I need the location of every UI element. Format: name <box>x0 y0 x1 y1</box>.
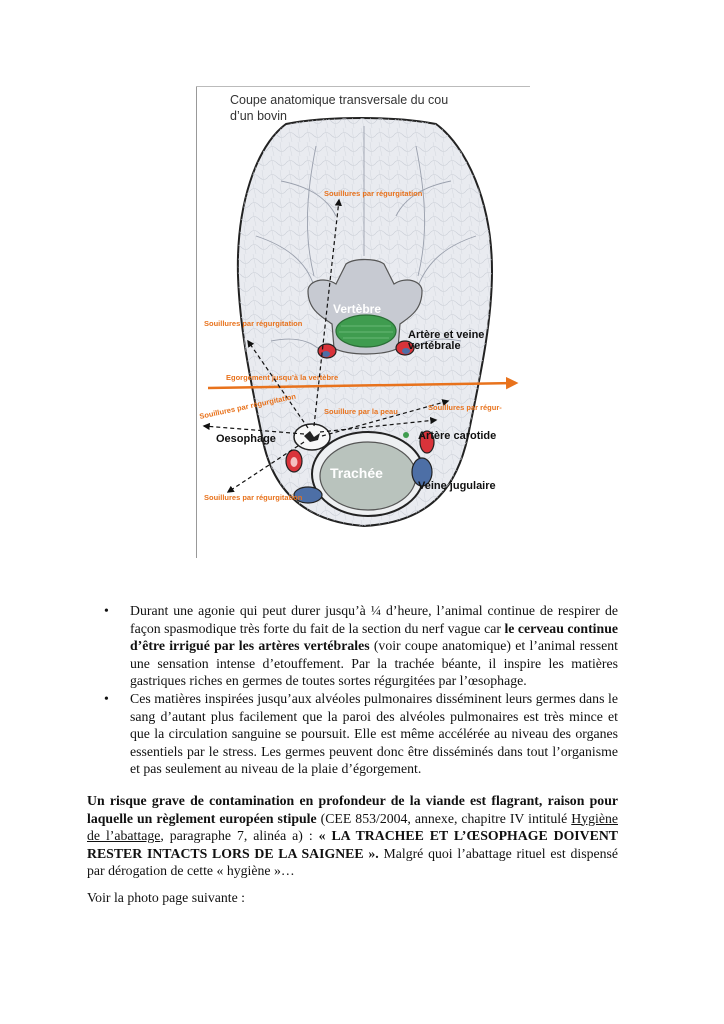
paragraph-underlined: Hygiène de l’abattage <box>87 810 618 844</box>
bullet-marker: • <box>104 690 109 706</box>
jugulaire-label: Veine jugulaire <box>418 480 496 492</box>
bullet-1-bold: le cerveau continue d’être irrigué par les artères vertébrales <box>130 620 618 654</box>
souillures-peau-label: Souillure par la peau <box>324 407 398 416</box>
paragraph-text-2: , paragraphe 7, alinéa a) : <box>160 828 319 844</box>
artere-veine-label-1: Artère et veine <box>408 329 485 341</box>
paragraph-bold-1: Un risque grave de contamination en profondeur de la viande est flagrant, raison pour laquelle un règlement européen stipule <box>87 793 618 826</box>
bullet-1-text-b: (voir coupe anatomique) et l’animal ressent une sensation intense d’etouffement. Par la trachée béante, il inspire les matières gastriques riches en germes de toutes sortes régurgitées par l’œsophage. <box>130 638 618 689</box>
souillures-label-right: Souillures par régur- <box>428 403 502 412</box>
souillures-label-top: Souillures par régurgitation <box>324 189 423 198</box>
diagram-title-line2: d’un bovin <box>230 109 287 123</box>
vertebre-label: Vertèbre <box>333 302 382 316</box>
bullet-list <box>104 602 618 778</box>
anatomical-diagram <box>196 86 530 558</box>
souillures-label-left: Souillures par régurgitation <box>204 319 303 328</box>
diagram-title-line1: Coupe anatomique transversale du cou <box>230 93 449 107</box>
paragraph-text-3: Malgré quoi l’abattage rituel est dispensé par dérogation de cette « hygiène »… <box>87 845 618 879</box>
left-carotid <box>286 450 302 472</box>
left-vertebral-vessels <box>318 344 336 358</box>
oesophage-label: Oesophage <box>216 433 276 445</box>
egorgement-label: Egorgement jusqu’à la vertèbre <box>226 373 339 382</box>
paragraph-text-1: (CEE 853/2004, annexe, chapitre IV intitulé <box>316 810 572 826</box>
artere-veine-label-2: vertébrale <box>408 340 461 352</box>
bullet-item-2 <box>104 690 618 778</box>
trachee-label: Trachée <box>330 465 383 481</box>
see-photo-line: Voir la photo page suivante : <box>87 890 245 905</box>
souillures-label-mid-left: Souillures par régurgitation <box>198 391 297 421</box>
bullet-item-1 <box>104 602 618 690</box>
bullet-1-text-a: Durant une agonie qui peut durer jusqu’à ¼ d’heure, l’animal continue de respirer de façon spasmodique très forte du fait de la section du nerf vague car <box>130 603 618 636</box>
paragraph-bold-2: « LA TRACHEE ET L’ŒSOPHAGE DOIVENT RESTER INTACTS LORS DE LA SAIGNEE ». <box>87 828 618 861</box>
vertebra-body <box>336 315 396 347</box>
souillures-label-bottom-left: Souillures par régurgitation <box>204 493 303 502</box>
carotide-label: Artère carotide <box>418 430 497 442</box>
bullet-2-text: Ces matières inspirées jusqu’aux alvéoles pulmonaires disséminent leurs germes dans le sang d’autant plus facilement que la paroi des alvéoles pulmonaires est très mince et que la circulation sanguine se poursuit. Elle est même accélérée au niveau des organes essentiels par le stress. Les germes peuvent donc être disséminés dans tout l’organisme et pas seulement au niveau de la plaie d’égorgement. <box>130 690 618 777</box>
bullet-marker: • <box>104 603 109 618</box>
regulation-paragraph <box>87 792 618 880</box>
